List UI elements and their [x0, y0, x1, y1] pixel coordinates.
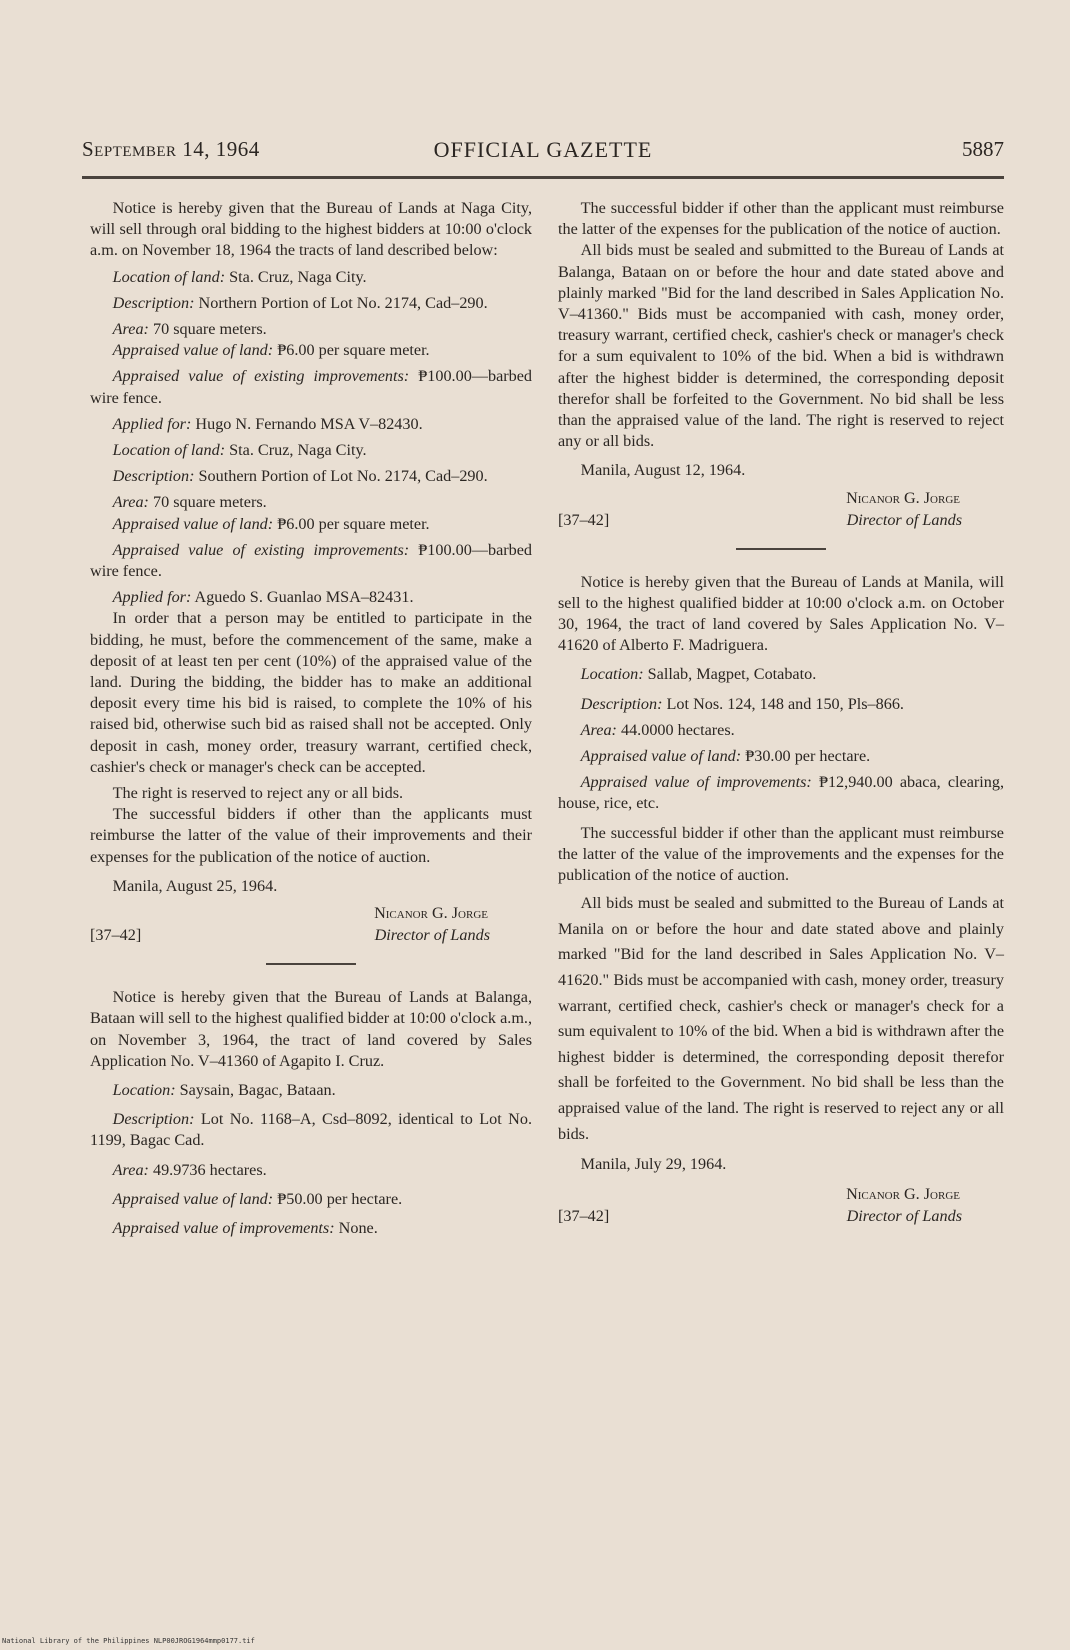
signatory-name: Nicanor G. Jorge — [374, 904, 488, 923]
publication-title: OFFICIAL GAZETTE — [433, 137, 653, 162]
signature-block — [558, 1184, 1004, 1230]
appraised-improvements-entry — [90, 1218, 532, 1239]
appraised-improvements-entry — [90, 540, 532, 582]
area-entry — [90, 492, 532, 513]
notice-balanga-continued — [558, 198, 1004, 534]
reimburse-paragraph: The successful bidder if other than the applicant must reimburse the latter of the value of the improvements and the expenses for the publication of the notice of auction. — [558, 823, 1004, 885]
applied-for-value: Aguedo S. Guanlao MSA–82431. — [194, 588, 414, 607]
location-value: Sta. Cruz, Naga City. — [229, 441, 367, 460]
signatory-title: Director of Lands — [846, 510, 962, 529]
section-divider — [736, 548, 826, 550]
location-entry — [90, 267, 532, 288]
appraised-improvements-label: Appraised value of improvements: — [112, 1218, 335, 1237]
notice-intro: Notice is hereby given that the Bureau of Lands at Balanga, Bataan will sell to the highest qualified bidder at 10:00 o'clock a.m., on November 3, 1964, the tract of land covered by Sales Application No. V–41360 of Agapito I. Cruz. — [90, 988, 532, 1070]
applied-for-label: Applied for: — [112, 588, 192, 607]
notice-balanga-bataan — [90, 987, 532, 1239]
appraised-land-entry — [90, 514, 532, 535]
area-entry — [558, 720, 1004, 741]
appraised-land-value: ₱6.00 per square meter. — [277, 514, 430, 533]
applied-for-label: Applied for: — [112, 414, 192, 433]
location-entry — [90, 1080, 532, 1101]
header-rule — [82, 176, 1004, 179]
deposit-paragraph: In order that a person may be entitled to participate in the bidding, he must, before the commencement of the same, make a deposit of at least ten per cent (10%) of the appraised value of the land. During the bidding, the bidder has to make an additional deposit every time his bid is raised, to complete the 10% of his raised bid, otherwise such bid as raised shall not be accepted. Only deposit in cash, money order, treasury warrant, certified check, cashier's check or manager's check can be accepted. — [90, 609, 532, 776]
location-label: Location of land: — [112, 267, 226, 286]
description-label: Description: — [112, 293, 195, 312]
notice-dateline: Manila, July 29, 1964. — [580, 1155, 727, 1174]
location-entry — [558, 664, 1004, 685]
page-header — [82, 137, 1004, 167]
appraised-land-entry — [90, 340, 532, 361]
location-label: Location of land: — [112, 441, 226, 460]
description-value: Southern Portion of Lot No. 2174, Cad–290. — [198, 467, 488, 486]
reference-code: [37–42] — [558, 510, 610, 529]
appraised-land-label: Appraised value of land: — [112, 1189, 274, 1208]
left-column — [90, 198, 532, 1239]
applied-for-value: Hugo N. Fernando MSA V–82430. — [195, 414, 423, 433]
appraised-improvements-value: ₱100.00—barbed wire fence. — [90, 367, 533, 407]
description-label: Description: — [112, 467, 195, 486]
area-label: Area: — [112, 493, 149, 512]
appraised-land-value: ₱50.00 per hectare. — [277, 1189, 403, 1208]
appraised-land-value: ₱30.00 per hectare. — [745, 747, 871, 766]
area-entry — [90, 319, 532, 340]
right-column — [558, 198, 1004, 1230]
location-label: Location: — [112, 1080, 176, 1099]
reimburse-paragraph: The successful bidders if other than the applicants must reimburse the latter of the value of their improvements and their expenses for the publication of the notice of auction. — [90, 805, 532, 866]
location-value: Sta. Cruz, Naga City. — [229, 267, 367, 286]
appraised-improvements-value: ₱12,940.00 abaca, clearing, house, rice, etc. — [558, 773, 1004, 813]
notice-dateline: Manila, August 25, 1964. — [112, 876, 278, 895]
signatory-title: Director of Lands — [374, 926, 490, 945]
description-value: Lot Nos. 124, 148 and 150, Pls–866. — [666, 694, 904, 713]
appraised-land-label: Appraised value of land: — [112, 514, 274, 533]
description-entry — [558, 694, 1004, 715]
area-label: Area: — [580, 720, 617, 739]
description-label: Description: — [580, 694, 663, 713]
signature-block — [90, 903, 532, 949]
description-value: Lot No. 1168–A, Csd–8092, identical to Lot No. 1199, Bagac Cad. — [90, 1110, 532, 1150]
bids-block — [558, 891, 1004, 1178]
notice-manila — [558, 572, 1004, 1230]
notice-intro: Notice is hereby given that the Bureau of Lands at Manila, will sell to the highest qualified bidder at 10:00 o'clock a.m. on October 30, 1964, the tract of land covered by Sales Application No. V–41620 of Alberto F. Madriguera. — [558, 572, 1004, 655]
signatory-name: Nicanor G. Jorge — [846, 488, 960, 507]
issue-date: September 14, 1964 — [82, 137, 260, 161]
reference-code: [37–42] — [90, 926, 142, 945]
appraised-improvements-label: Appraised value of existing improvements: — [112, 367, 410, 386]
notice-naga-city — [90, 198, 532, 949]
location-value: Saysain, Bagac, Bataan. — [179, 1080, 336, 1099]
area-entry — [90, 1160, 532, 1181]
bids-paragraph: All bids must be sealed and submitted to the Bureau of Lands at Manila on or before the hour and date stated above and plainly marked "Bid for the land described in Sales Application No. V–41620." Bids must be accompanied with cash, money order, treasury warrant, certified check, cashier's check or manager's check for a sum equivalent to 10% of the bid. When a bid is withdrawn after the highest bidder is determined, the corresponding deposit therefor shall be forfeited to the Government. No bid shall be less than the appraised value of the land. The right is reserved to reject any or all bids. — [558, 894, 1004, 1143]
area-value: 49.9736 hectares. — [152, 1160, 267, 1179]
rights-paragraph: The right is reserved to reject any or all bids. — [112, 784, 404, 803]
page-number: 5887 — [962, 137, 1004, 161]
appraised-land-value: ₱6.00 per square meter. — [277, 341, 430, 360]
appraised-land-label: Appraised value of land: — [580, 747, 742, 766]
section-divider — [266, 963, 356, 965]
appraised-improvements-label: Appraised value of existing improvements: — [112, 540, 410, 559]
appraised-improvements-value: ₱100.00—barbed wire fence. — [90, 540, 533, 581]
notice-dateline: Manila, August 12, 1964. — [580, 461, 746, 480]
area-value: 70 square meters. — [152, 493, 267, 512]
notice-intro: Notice is hereby given that the Bureau of Lands at Naga City, will sell through oral bidding to the highest bidders at 10:00 o'clock a.m. on November 18, 1964 the tracts of land described below: — [90, 199, 532, 260]
scan-footer: National Library of the Philippines NLP00JROG1964mmp0177.tif — [2, 1637, 255, 1645]
bids-paragraph: All bids must be sealed and submitted to the Bureau of Lands at Balanga, Bataan on or before the hour and date stated above and plainly marked "Bid for the land described in Sales Application No. V–41360." Bids must be accompanied with cash, money order, treasury warrant, certified check, cashier's check or manager's check for a sum equivalent to 10% of the bid. When a bid is withdrawn after the highest bidder is determined, the corresponding deposit therefor shall be forfeited to the Government. No bid shall be less than the appraised value of the land. The right is reserved to reject any or all bids. — [558, 241, 1004, 451]
appraised-improvements-entry — [558, 772, 1004, 814]
applied-for-entry — [90, 414, 532, 435]
description-entry — [90, 1109, 532, 1151]
area-value: 44.0000 hectares. — [620, 720, 735, 739]
appraised-land-entry — [558, 746, 1004, 767]
location-value: Sallab, Magpet, Cotabato. — [647, 665, 817, 684]
reimburse-paragraph: The successful bidder if other than the applicant must reimburse the latter of the expenses for the publication of the notice of auction. — [558, 199, 1004, 239]
reference-code: [37–42] — [558, 1206, 610, 1225]
appraised-improvements-entry — [90, 366, 532, 408]
location-label: Location: — [580, 665, 644, 684]
appraised-improvements-value: None. — [338, 1218, 378, 1237]
description-entry — [90, 466, 532, 487]
signatory-title: Director of Lands — [846, 1206, 962, 1225]
signature-block — [558, 488, 1004, 534]
appraised-land-label: Appraised value of land: — [112, 341, 274, 360]
signatory-name: Nicanor G. Jorge — [846, 1184, 960, 1203]
area-label: Area: — [112, 320, 149, 339]
applied-for-entry — [90, 587, 532, 608]
appraised-improvements-label: Appraised value of improvements: — [580, 773, 812, 792]
description-entry — [90, 293, 532, 314]
location-entry — [90, 440, 532, 461]
description-value: Northern Portion of Lot No. 2174, Cad–290. — [198, 293, 488, 312]
area-value: 70 square meters. — [152, 320, 267, 339]
appraised-land-entry — [90, 1189, 532, 1210]
description-label: Description: — [112, 1110, 195, 1129]
area-label: Area: — [112, 1160, 149, 1179]
